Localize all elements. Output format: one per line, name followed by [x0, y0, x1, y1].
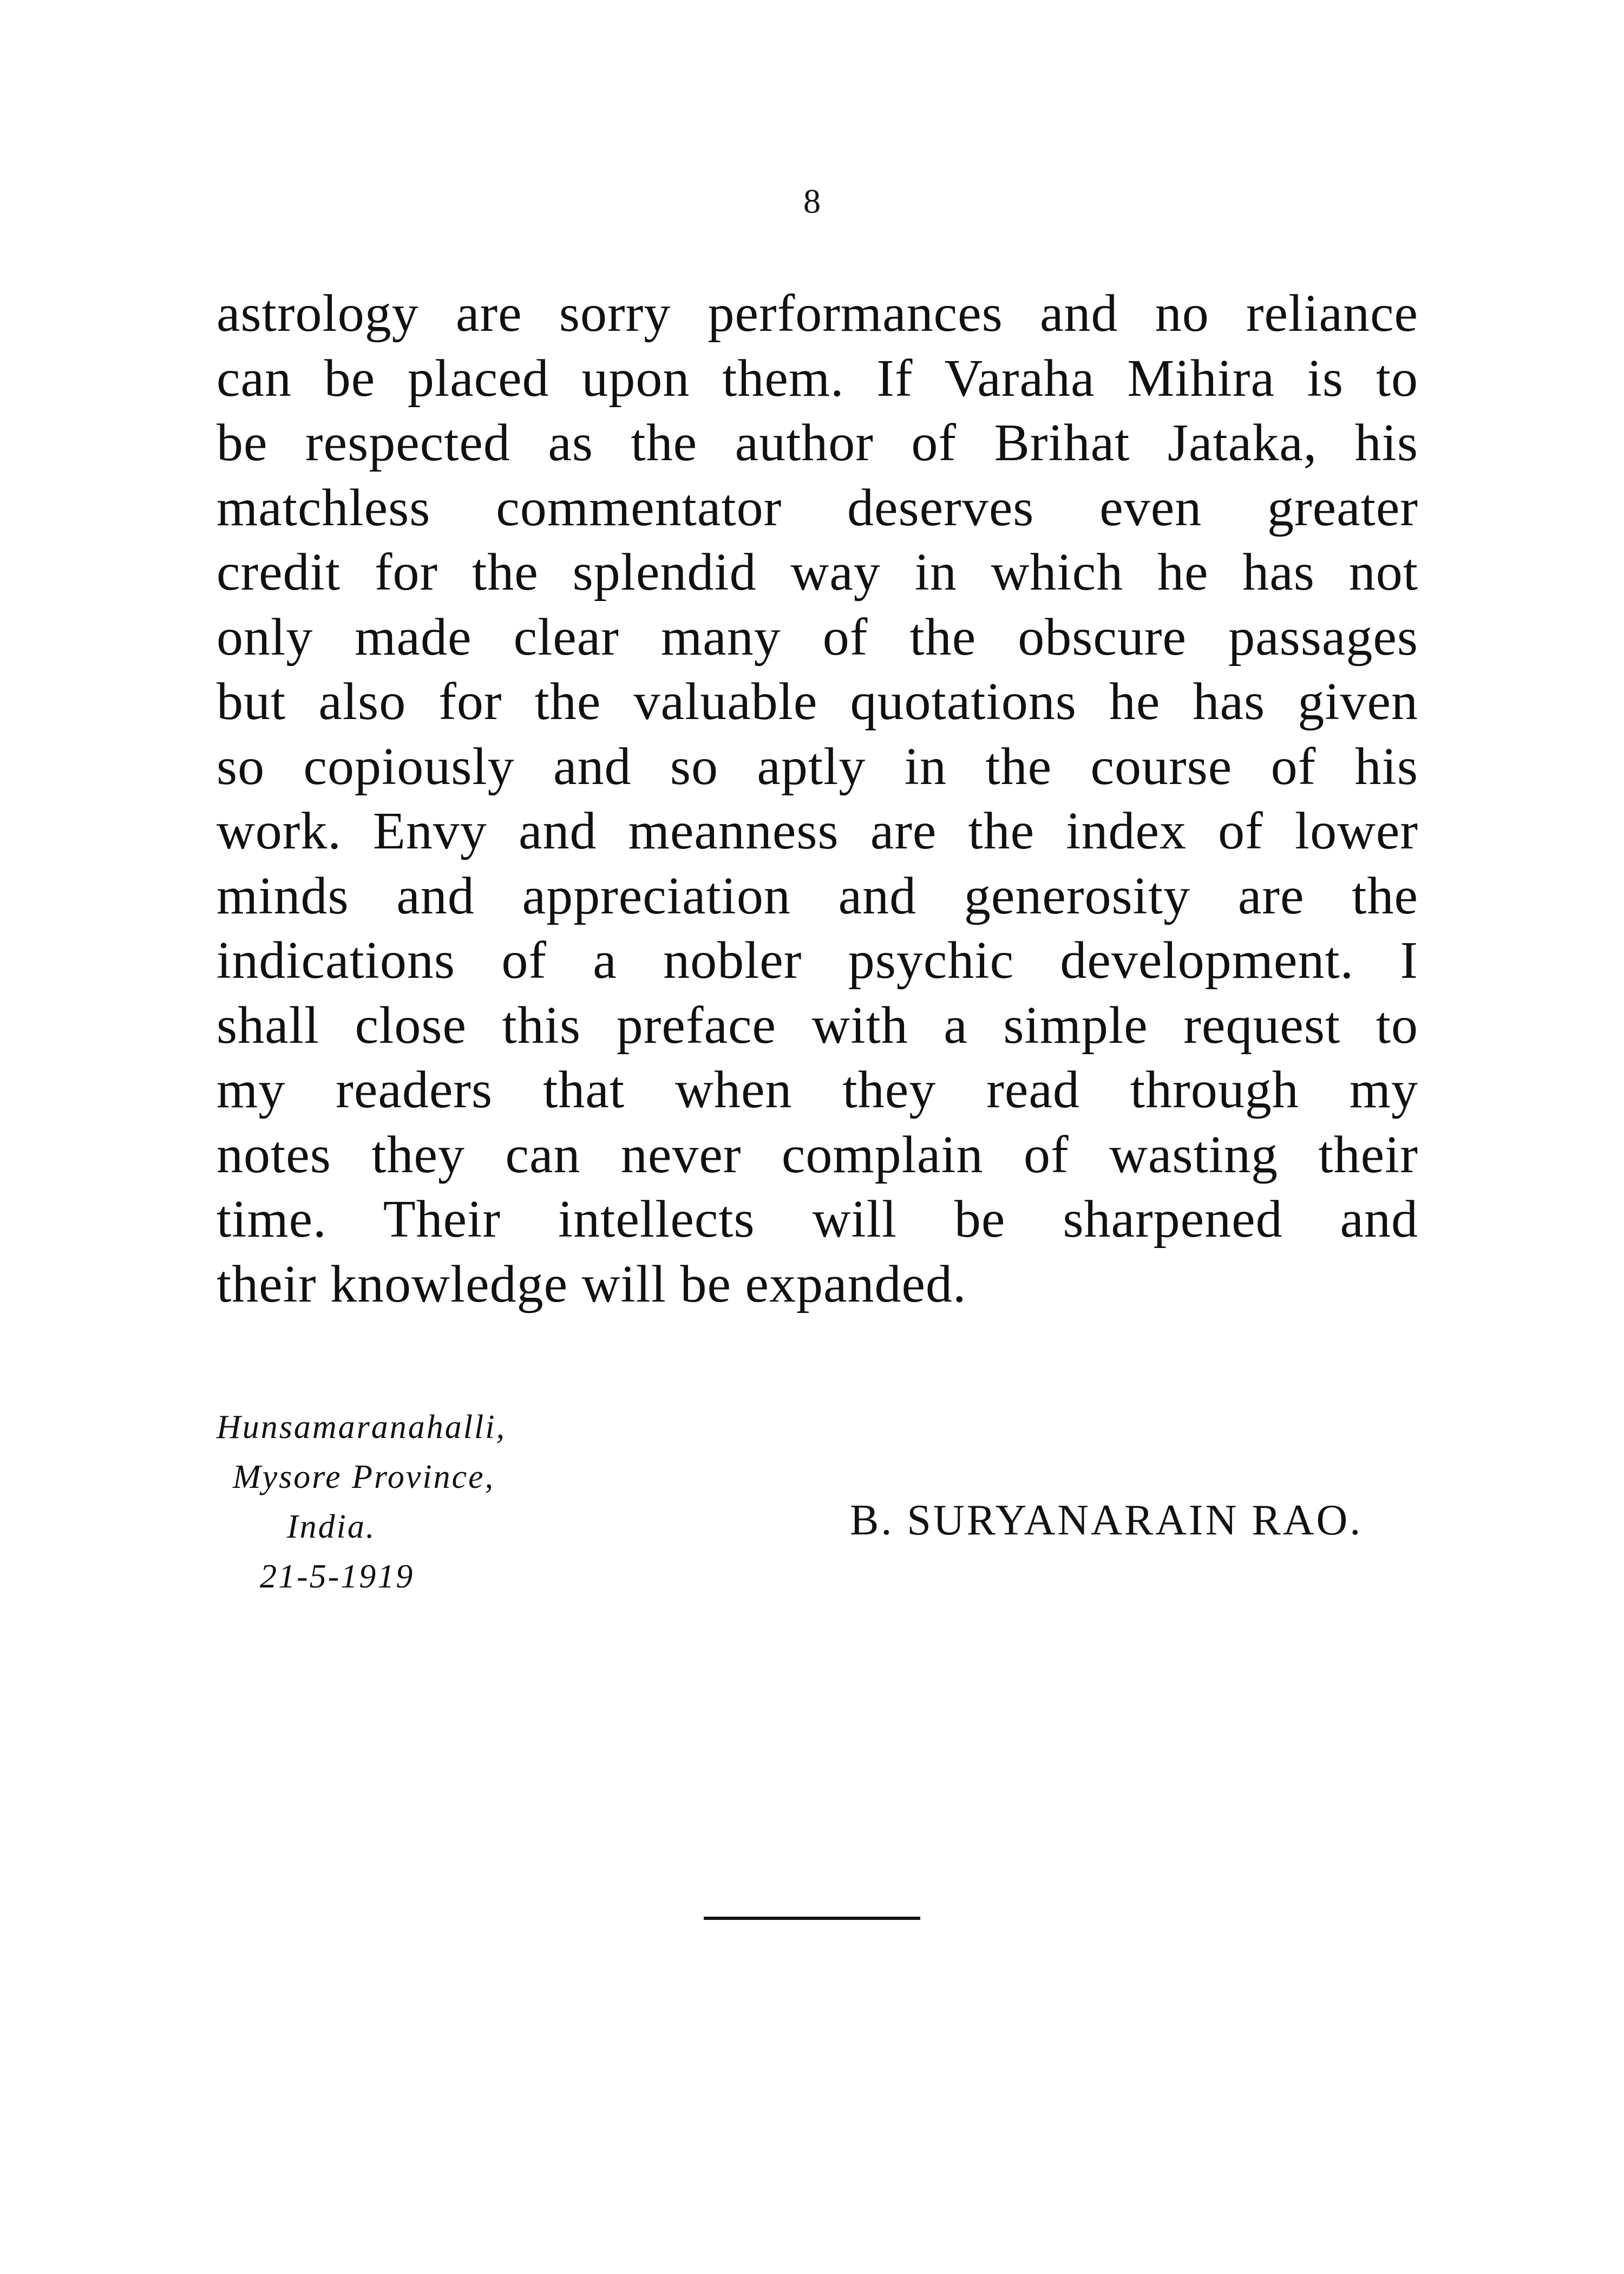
body-line: be respected as the author of Brihat Jataka, his: [217, 414, 1418, 472]
body-line: time. Their intellects will be sharpened and: [217, 1190, 1418, 1249]
body-line: but also for the valuable quotations he has given: [217, 672, 1418, 731]
body-line: only made clear many of the obscure passages: [217, 607, 1418, 666]
body-line: can be placed upon them. If Varaha Mihira is to: [217, 349, 1418, 408]
body-line: notes they can never complain of wasting their: [217, 1125, 1418, 1184]
address-date: 21-5-1919: [260, 1558, 415, 1595]
body-line: indications of a nobler psychic development. I: [217, 931, 1418, 990]
page-number: 8: [803, 182, 821, 220]
address-province: Mysore Province,: [233, 1459, 495, 1495]
body-line: shall close this preface with a simple request to: [217, 996, 1418, 1055]
body-line: credit for the splendid way in which he has not: [217, 543, 1418, 602]
body-line-final: their knowledge will be expanded.: [217, 1254, 967, 1314]
address-village: Hunsamaranahalli,: [217, 1409, 506, 1446]
body-line: matchless commentator deserves even greater: [217, 478, 1418, 537]
body-line: minds and appreciation and generosity are the: [217, 866, 1418, 925]
preface-body: [217, 282, 1418, 1317]
address-country: India.: [287, 1508, 376, 1545]
place-and-date: [211, 1402, 590, 1602]
body-line: work. Envy and meanness are the index of lower: [217, 802, 1418, 860]
author-signature: B. SURYANARAIN RAO.: [850, 1497, 1363, 1544]
body-line: astrology are sorry performances and no reliance: [217, 284, 1418, 343]
body-line: my readers that when they read through my: [217, 1061, 1418, 1119]
closing-rule: [704, 1917, 920, 1920]
body-line: so copiously and so aptly in the course of his: [217, 737, 1418, 796]
